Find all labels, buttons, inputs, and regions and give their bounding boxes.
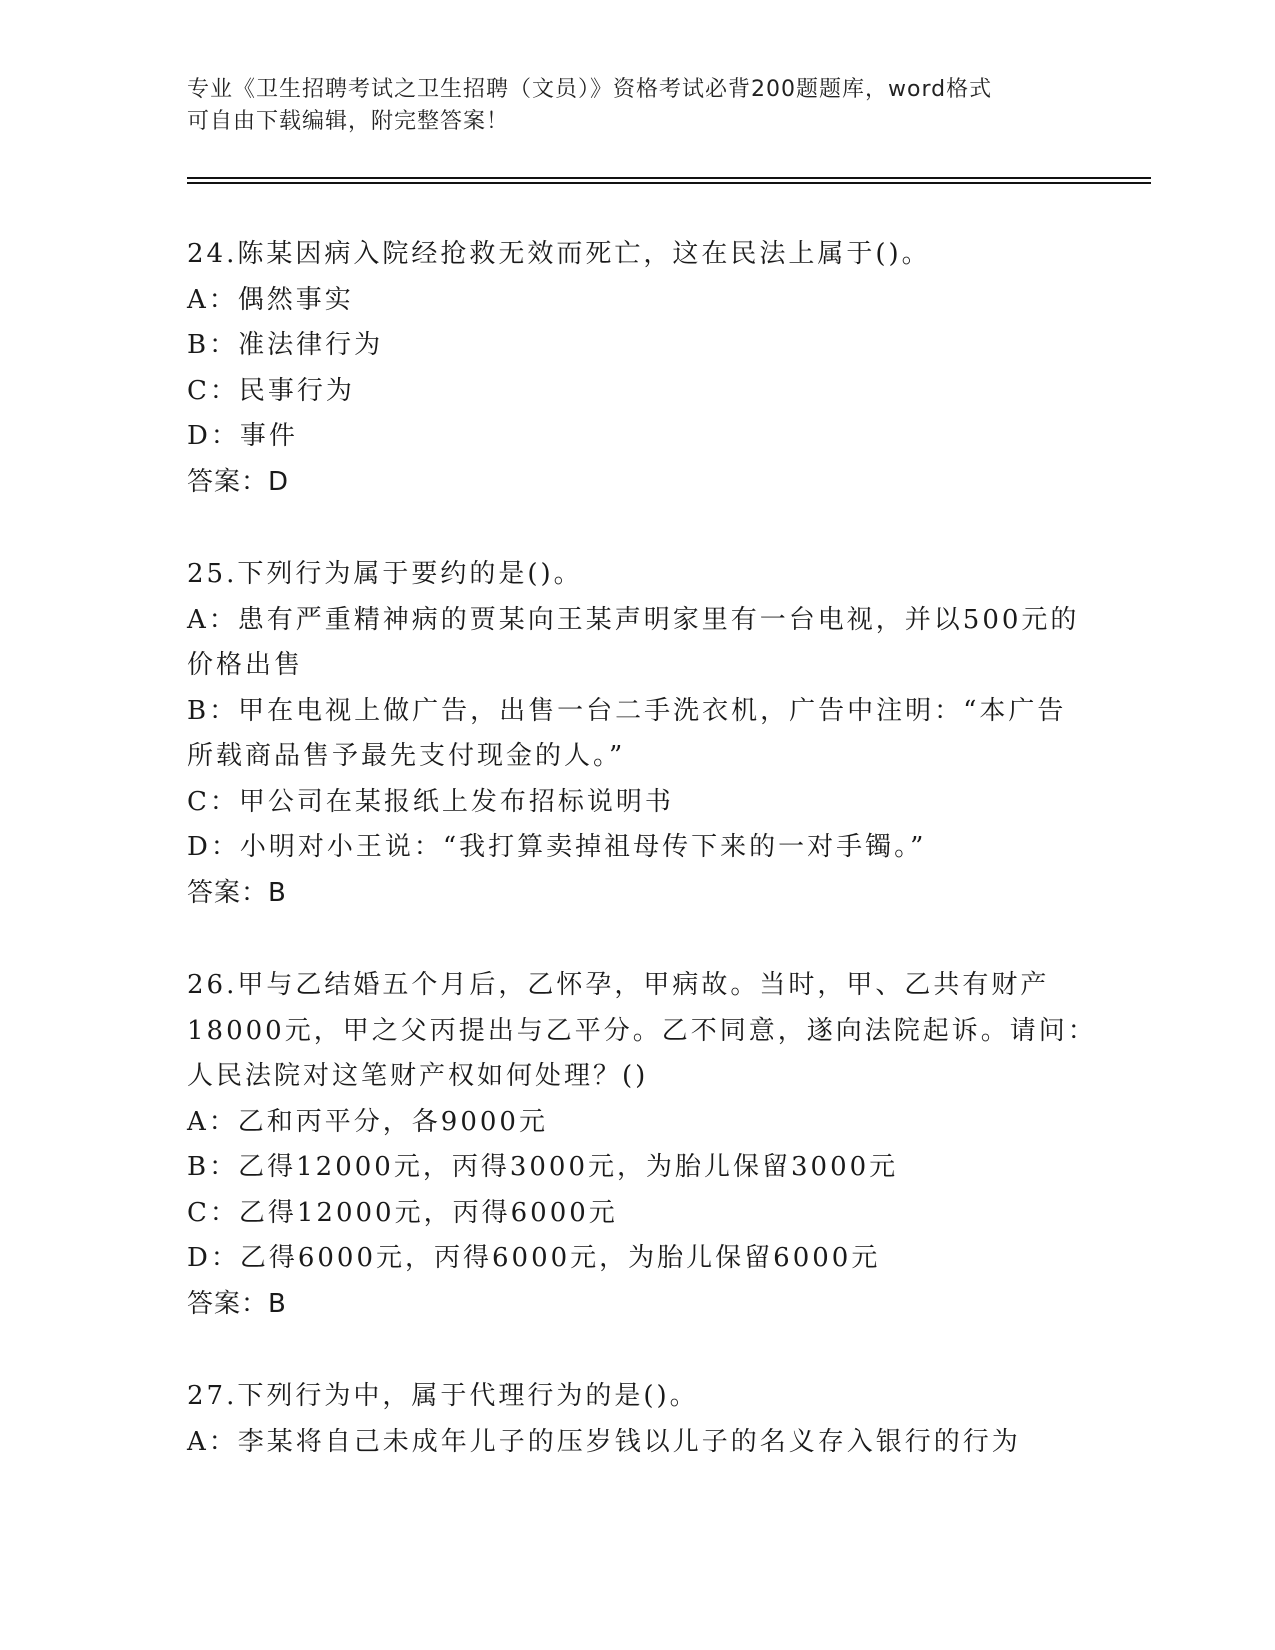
answer-line: 答案：D: [187, 466, 290, 497]
option-b: B：准法律行为: [187, 330, 384, 360]
option-c: C：民事行为: [187, 375, 355, 406]
option-a: A：乙和丙平分，各9000元: [187, 1106, 548, 1137]
option-b-continued: 所载商品售予最先支付现金的人。”: [187, 741, 626, 771]
option-a: A：偶然事实: [187, 284, 354, 315]
question-27: [187, 1374, 1087, 1465]
option-c: C：乙得12000元，丙得6000元: [187, 1197, 618, 1228]
question-stem: 24.陈某因病入院经抢救无效而死亡，这在民法上属于()。: [187, 239, 931, 269]
header-line-2: 可自由下载编辑，附完整答案！: [187, 109, 510, 134]
option-a: A：患有严重精神病的贾某向王某声明家里有一台电视，并以500元的: [187, 604, 1080, 635]
option-d: D：小明对小王说：“我打算卖掉祖母传下来的一对手镯。”: [187, 832, 927, 862]
option-b: B：乙得12000元，丙得3000元，为胎儿保留3000元: [187, 1152, 899, 1182]
question-stem: 25.下列行为属于要约的是()。: [187, 559, 583, 589]
question-list: [187, 232, 1097, 1512]
option-a-continued: 价格出售: [187, 650, 304, 680]
option-d: D：乙得6000元，丙得6000元，为胎儿保留6000元: [187, 1243, 881, 1273]
question-26: [187, 963, 1097, 1327]
option-d: D：事件: [187, 421, 298, 451]
header-divider: [187, 177, 1151, 184]
document-header: [187, 74, 1067, 138]
question-stem-continued: 18000元，甲之父丙提出与乙平分。乙不同意，遂向法院起诉。请问：: [187, 1015, 1097, 1046]
header-line-1: 专业《卫生招聘考试之卫生招聘（文员）》资格考试必背200题题库，word格式: [187, 77, 993, 102]
question-stem: 26.甲与乙结婚五个月后，乙怀孕，甲病故。当时，甲、乙共有财产: [187, 970, 1050, 1000]
option-b: B：甲在电视上做广告，出售一台二手洗衣机，广告中注明：“本广告: [187, 695, 1067, 726]
question-25: [187, 552, 1087, 916]
option-a: A：李某将自己未成年儿子的压岁钱以儿子的名义存入银行的行为: [187, 1426, 1021, 1457]
question-24: [187, 232, 1087, 505]
answer-line: 答案：B: [187, 1288, 287, 1319]
question-stem: 27.下列行为中，属于代理行为的是()。: [187, 1381, 699, 1411]
option-c: C：甲公司在某报纸上发布招标说明书: [187, 786, 674, 817]
question-stem-continued: 人民法院对这笔财产权如何处理？(): [187, 1061, 649, 1091]
answer-line: 答案：B: [187, 877, 287, 908]
